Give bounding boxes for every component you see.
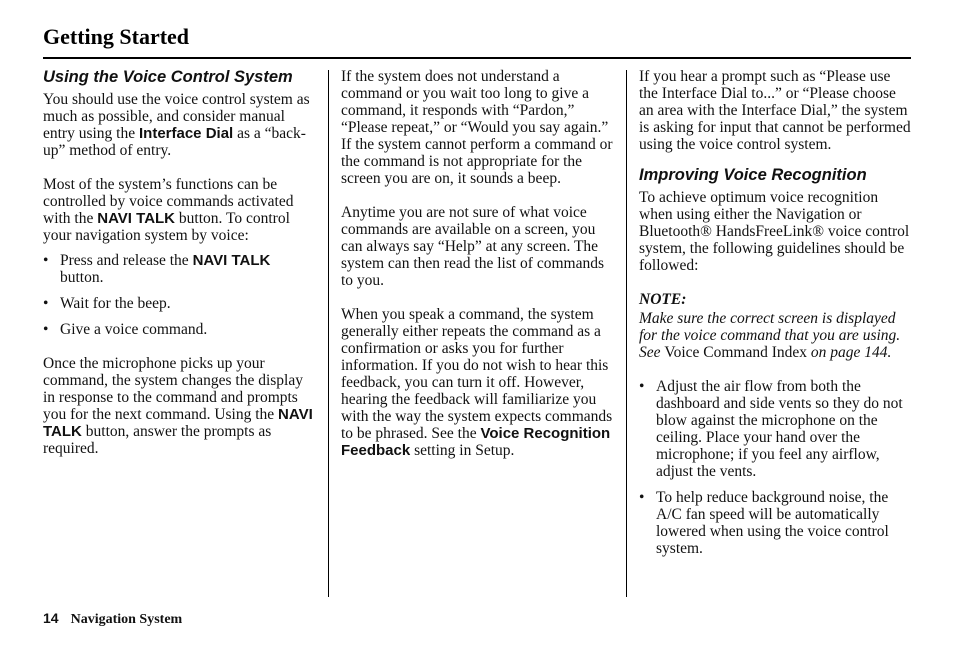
ui-term: NAVI TALK xyxy=(43,406,313,440)
list-item xyxy=(43,252,315,286)
ui-term: Voice Recognition Feedback xyxy=(341,425,611,459)
column-1 xyxy=(43,68,315,474)
list-item: • Adjust the air flow from both the dashboard and side vents so they do not blow against the microphone on the ceiling. Place your hand over the microphone; if you feel any airflow, adjust the vents. xyxy=(639,378,911,480)
list-item: • Wait for the beep. xyxy=(43,295,315,312)
paragraph xyxy=(341,306,613,459)
text: button. xyxy=(60,269,104,286)
page-number: 14 xyxy=(43,610,59,626)
text: Once the microphone picks up your command, the system changes the display in response to the command and prompts you for the next command. Using the xyxy=(43,355,303,423)
text: setting in Setup. xyxy=(410,442,515,459)
bullet-list xyxy=(43,252,315,338)
page-footer xyxy=(43,610,182,628)
header-rule xyxy=(43,57,911,59)
paragraph xyxy=(43,176,315,244)
text: button, answer the prompts as required. xyxy=(43,423,272,457)
bullet-list xyxy=(639,378,911,557)
column-3 xyxy=(639,68,911,566)
text: Press and release the xyxy=(60,252,193,269)
paragraph: If you hear a prompt such as “Please use the Interface Dial to...” or “Please choose an area with the Interface Dial,” the system is asking for input that cannot be performed using the voice control system. xyxy=(639,68,911,153)
note-label: NOTE: xyxy=(639,291,687,308)
ui-term: Interface Dial xyxy=(139,125,234,142)
text: You should use the voice control system as much as possible, and consider manual entry using the xyxy=(43,91,310,142)
paragraph xyxy=(43,355,315,457)
paragraph: To achieve optimum voice recognition when using either the Navigation or Bluetooth® HandsFreeLink® voice control system, the following guidelines should be followed: xyxy=(639,189,910,274)
paragraph: Anytime you are not sure of what voice commands are available on a screen, you can always say “Help” at any screen. The system can then read the list of commands to you. xyxy=(341,204,605,289)
text: Make sure the correct screen is displayed for the voice command that you are using. See xyxy=(639,310,901,361)
paragraph xyxy=(43,91,315,159)
text: button. To control your navigation system by voice: xyxy=(43,210,290,244)
section-heading-voice-control: Using the Voice Control System xyxy=(43,68,293,86)
ui-term: NAVI TALK xyxy=(192,252,271,269)
text: as a “back-up” method of entry. xyxy=(43,125,306,159)
list-item: • To help reduce background noise, the A/C fan speed will be automatically lowered when using the voice control system. xyxy=(639,489,911,557)
section-heading-improving-recognition: Improving Voice Recognition xyxy=(639,166,867,184)
column-divider-1 xyxy=(328,70,329,597)
paragraph: If the system does not understand a command or you wait too long to give a command, it responds with “Pardon,” “Please repeat,” or “Would you say again.” If the system cannot perform a command or the command is not appropriate for the screen you are on, it sounds a beep. xyxy=(341,68,613,187)
text: on page 144. xyxy=(807,344,892,361)
text: When you speak a command, the system generally either repeats the command as a confirmation or asks you for further information. If you do not wish to hear this feedback, you can turn it off. However, hearing the feedback will familiarize you with the way the system expects commands to be phrased. See the xyxy=(341,306,613,442)
page-title: Getting Started xyxy=(43,24,190,49)
cross-reference-link[interactable]: Voice Command Index xyxy=(664,344,808,361)
list-item: • Give a voice command. xyxy=(43,321,315,338)
ui-term: NAVI TALK xyxy=(97,210,176,227)
column-2 xyxy=(341,68,613,476)
text: Most of the system’s functions can be controlled by voice commands activated with the xyxy=(43,176,294,227)
note-text xyxy=(639,310,911,361)
column-divider-2 xyxy=(626,70,627,597)
footer-label: Navigation System xyxy=(70,612,183,627)
